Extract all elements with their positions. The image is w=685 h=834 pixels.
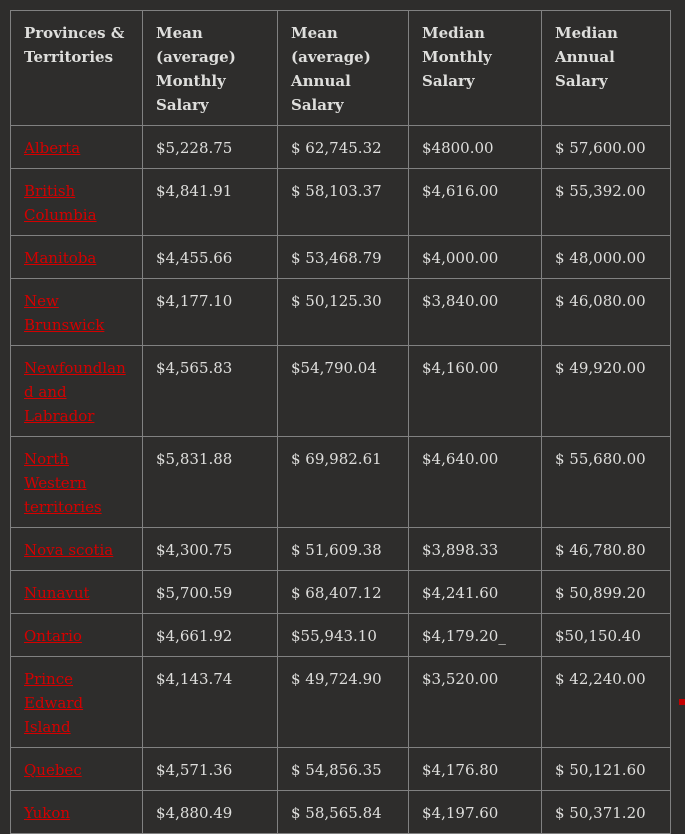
salary-cell: $ 49,920.00: [542, 346, 671, 437]
salary-cell: $ 50,125.30: [278, 279, 409, 346]
salary-cell: $4,177.10: [143, 279, 278, 346]
province-link[interactable]: Nova scotia: [24, 541, 114, 559]
salary-cell: $5,228.75: [143, 126, 278, 169]
table-row: [11, 657, 671, 748]
province-cell: [11, 528, 143, 571]
column-header: Mean (average) Annual Salary: [278, 11, 409, 126]
salary-cell: $50,150.40: [542, 614, 671, 657]
province-link[interactable]: Manitoba: [24, 249, 97, 267]
province-cell: [11, 791, 143, 834]
salary-cell: $4,565.83: [143, 346, 278, 437]
salary-cell: $4,640.00: [409, 437, 542, 528]
province-link[interactable]: Nunavut: [24, 584, 90, 602]
province-link[interactable]: British Columbia: [24, 182, 97, 224]
salary-cell: $ 42,240.00: [542, 657, 671, 748]
salary-cell: $4,841.91: [143, 169, 278, 236]
province-cell: [11, 279, 143, 346]
province-cell: [11, 169, 143, 236]
salary-cell: $4,616.00: [409, 169, 542, 236]
table-row: [11, 279, 671, 346]
province-link[interactable]: Ontario: [24, 627, 82, 645]
salary-cell: $4,300.75: [143, 528, 278, 571]
salary-cell: $4,179.20_: [409, 614, 542, 657]
provinces-salary-table: [10, 10, 671, 834]
salary-cell: $55,943.10: [278, 614, 409, 657]
province-cell: [11, 437, 143, 528]
province-link[interactable]: Alberta: [24, 139, 81, 157]
salary-cell: $4,241.60: [409, 571, 542, 614]
table-row: [11, 791, 671, 834]
salary-cell: $4,160.00: [409, 346, 542, 437]
table-row: [11, 528, 671, 571]
salary-cell: $4,880.49: [143, 791, 278, 834]
salary-cell: $ 55,680.00: [542, 437, 671, 528]
table-row: [11, 169, 671, 236]
salary-cell: $4,000.00: [409, 236, 542, 279]
province-link[interactable]: Newfoundland and Labrador: [24, 359, 126, 425]
table-row: [11, 571, 671, 614]
column-header: Median Annual Salary: [542, 11, 671, 126]
salary-cell: $ 50,371.20: [542, 791, 671, 834]
province-cell: [11, 571, 143, 614]
province-cell: [11, 126, 143, 169]
salary-cell: $3,840.00: [409, 279, 542, 346]
column-header: Median Monthly Salary: [409, 11, 542, 126]
salary-cell: $ 48,000.00: [542, 236, 671, 279]
province-link[interactable]: New Brunswick: [24, 292, 105, 334]
salary-cell: $4,661.92: [143, 614, 278, 657]
salary-cell: $4,197.60: [409, 791, 542, 834]
salary-cell: $ 62,745.32: [278, 126, 409, 169]
table-row: [11, 236, 671, 279]
province-link[interactable]: North Western territories: [24, 450, 102, 516]
salary-cell: $ 57,600.00: [542, 126, 671, 169]
salary-cell: $54,790.04: [278, 346, 409, 437]
salary-cell: $ 58,103.37: [278, 169, 409, 236]
salary-cell: $ 68,407.12: [278, 571, 409, 614]
salary-cell: $ 55,392.00: [542, 169, 671, 236]
province-link[interactable]: Prince Edward Island: [24, 670, 84, 736]
province-cell: [11, 614, 143, 657]
header-row: [11, 11, 671, 126]
salary-cell: $4,176.80: [409, 748, 542, 791]
province-cell: [11, 748, 143, 791]
salary-cell: $4,455.66: [143, 236, 278, 279]
salary-cell: $5,831.88: [143, 437, 278, 528]
salary-cell: $4800.00: [409, 126, 542, 169]
salary-cell: $ 51,609.38: [278, 528, 409, 571]
salary-cell: $ 50,121.60: [542, 748, 671, 791]
table-row: [11, 437, 671, 528]
salary-cell: $ 54,856.35: [278, 748, 409, 791]
salary-cell: $3,898.33: [409, 528, 542, 571]
table-row: [11, 346, 671, 437]
salary-cell: $4,571.36: [143, 748, 278, 791]
salary-cell: $3,520.00: [409, 657, 542, 748]
table-row: [11, 126, 671, 169]
salary-cell: $ 69,982.61: [278, 437, 409, 528]
table-row: [11, 614, 671, 657]
table-body: [11, 126, 671, 834]
salary-cell: $ 46,080.00: [542, 279, 671, 346]
table-row: [11, 748, 671, 791]
province-cell: [11, 346, 143, 437]
red-corner-artifact: [679, 699, 685, 705]
column-header: Provinces & Territories: [11, 11, 143, 126]
column-header: Mean (average) Monthly Salary: [143, 11, 278, 126]
salary-cell: $5,700.59: [143, 571, 278, 614]
salary-cell: $ 46,780.80: [542, 528, 671, 571]
salary-cell: $4,143.74: [143, 657, 278, 748]
province-link[interactable]: Quebec: [24, 761, 82, 779]
province-link[interactable]: Yukon: [24, 804, 71, 822]
province-cell: [11, 236, 143, 279]
salary-cell: $ 53,468.79: [278, 236, 409, 279]
salary-cell: $ 49,724.90: [278, 657, 409, 748]
province-cell: [11, 657, 143, 748]
salary-cell: $ 58,565.84: [278, 791, 409, 834]
salary-cell: $ 50,899.20: [542, 571, 671, 614]
